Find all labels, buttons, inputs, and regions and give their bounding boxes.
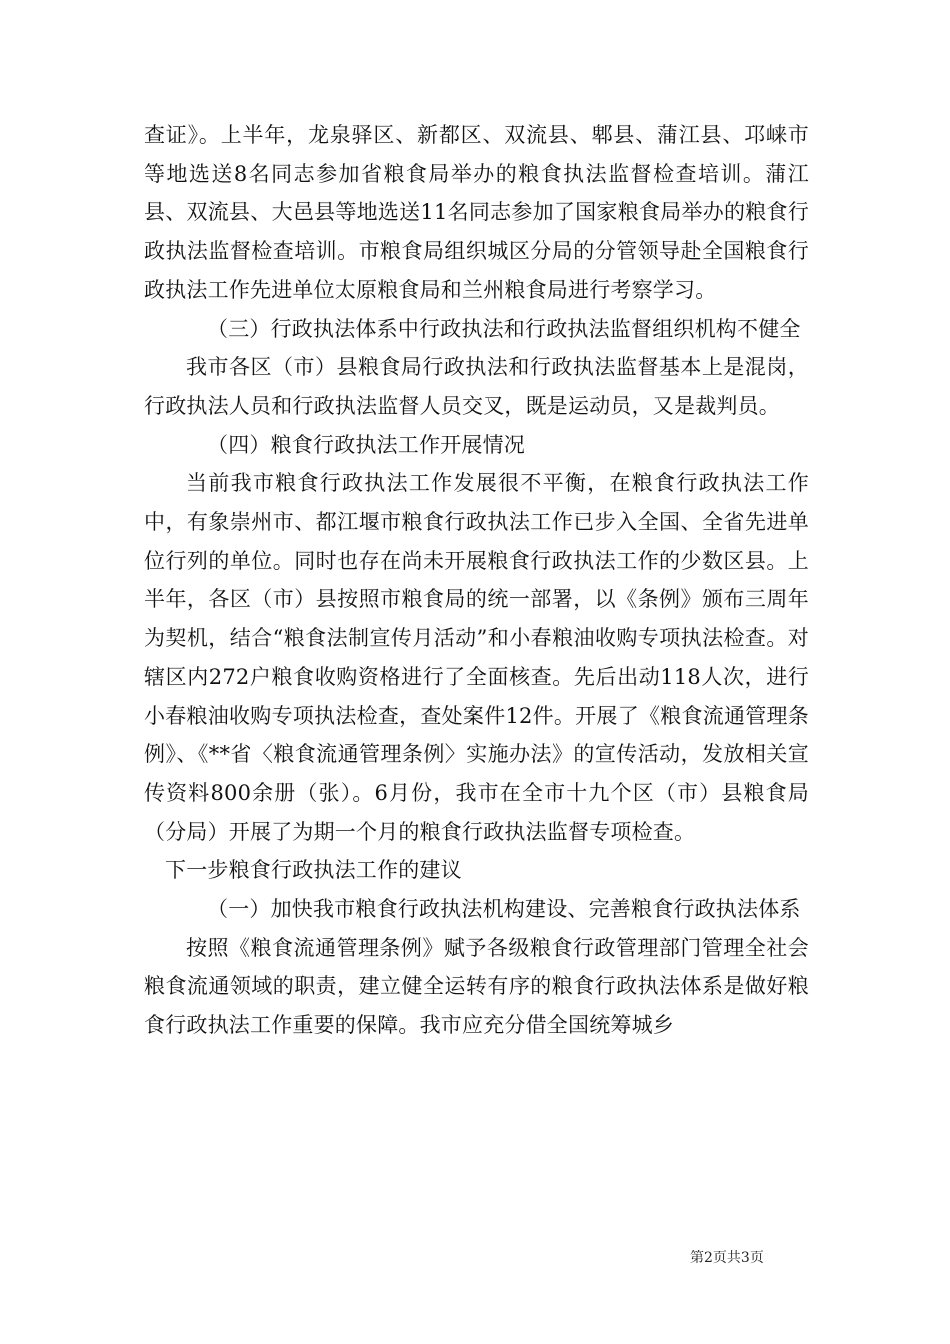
paragraph-system-building: 按照《粮食流通管理条例》赋予各级粮食行政管理部门管理全社会粮食流通领域的职责，建立健全运转有序的粮食行政执法体系是做好粮食行政执法工作重要的保障。我市应充分借全国统筹城乡 [144,935,809,1038]
section-heading-three: （三）行政执法体系中行政执法和行政执法监督组织机构不健全 [207,316,801,341]
paragraph-enforcement-status: 当前我市粮食行政执法工作发展很不平衡，在粮食行政执法工作中，有象崇州市、都江堰市粮食行政执法工作已步入全国、全省先进单位行列的单位。同时也存在尚未开展粮食行政执法工作的少数区县。上半年，各区（市）县按照市粮食局的统一部署，以《条例》颁布三周年为契机，结合“粮食法制宣传月活动”和小春粮油收购专项执法检查。对辖区内272户粮食收购资格进行了全面核查。先后出动118人次，进行小春粮油收购专项执法检查，查处案件12件。开展了《粮食流通管理条例》、《**省〈粮食流通管理条例〉实施办法》的宣传活动，发放相关宣传资料800余册（张）。6月份，我市在全市十九个区（市）县粮食局（分局）开展了为期一个月的粮食行政执法监督专项检查。 [144,471,809,844]
section-heading-one: （一）加快我市粮食行政执法机构建设、完善粮食行政执法体系 [207,897,801,922]
section-title-suggestions: 下一步粮食行政执法工作的建议 [165,858,462,883]
paragraph-training: 查证》。上半年，龙泉驿区、新都区、双流县、郫县、蒲江县、邛崃市等地选送8名同志参加省粮食局举办的粮食执法监督检查培训。蒲江县、双流县、大邑县等地选送11名同志参加了国家粮食局举办的粮食行政执法监督检查培训。市粮食局组织城区分局的分管领导赴全国粮食行政执法工作先进单位太原粮食局和兰州粮食局进行考察学习。 [144,123,809,302]
section-heading-four: （四）粮食行政执法工作开展情况 [207,432,525,457]
document-body [144,116,809,1045]
page-number: 第2页共3页 [690,1250,764,1266]
paragraph-mixed-posts: 我市各区（市）县粮食局行政执法和行政执法监督基本上是混岗，行政执法人员和行政执法监督人员交叉，既是运动员，又是裁判员。 [144,355,809,418]
